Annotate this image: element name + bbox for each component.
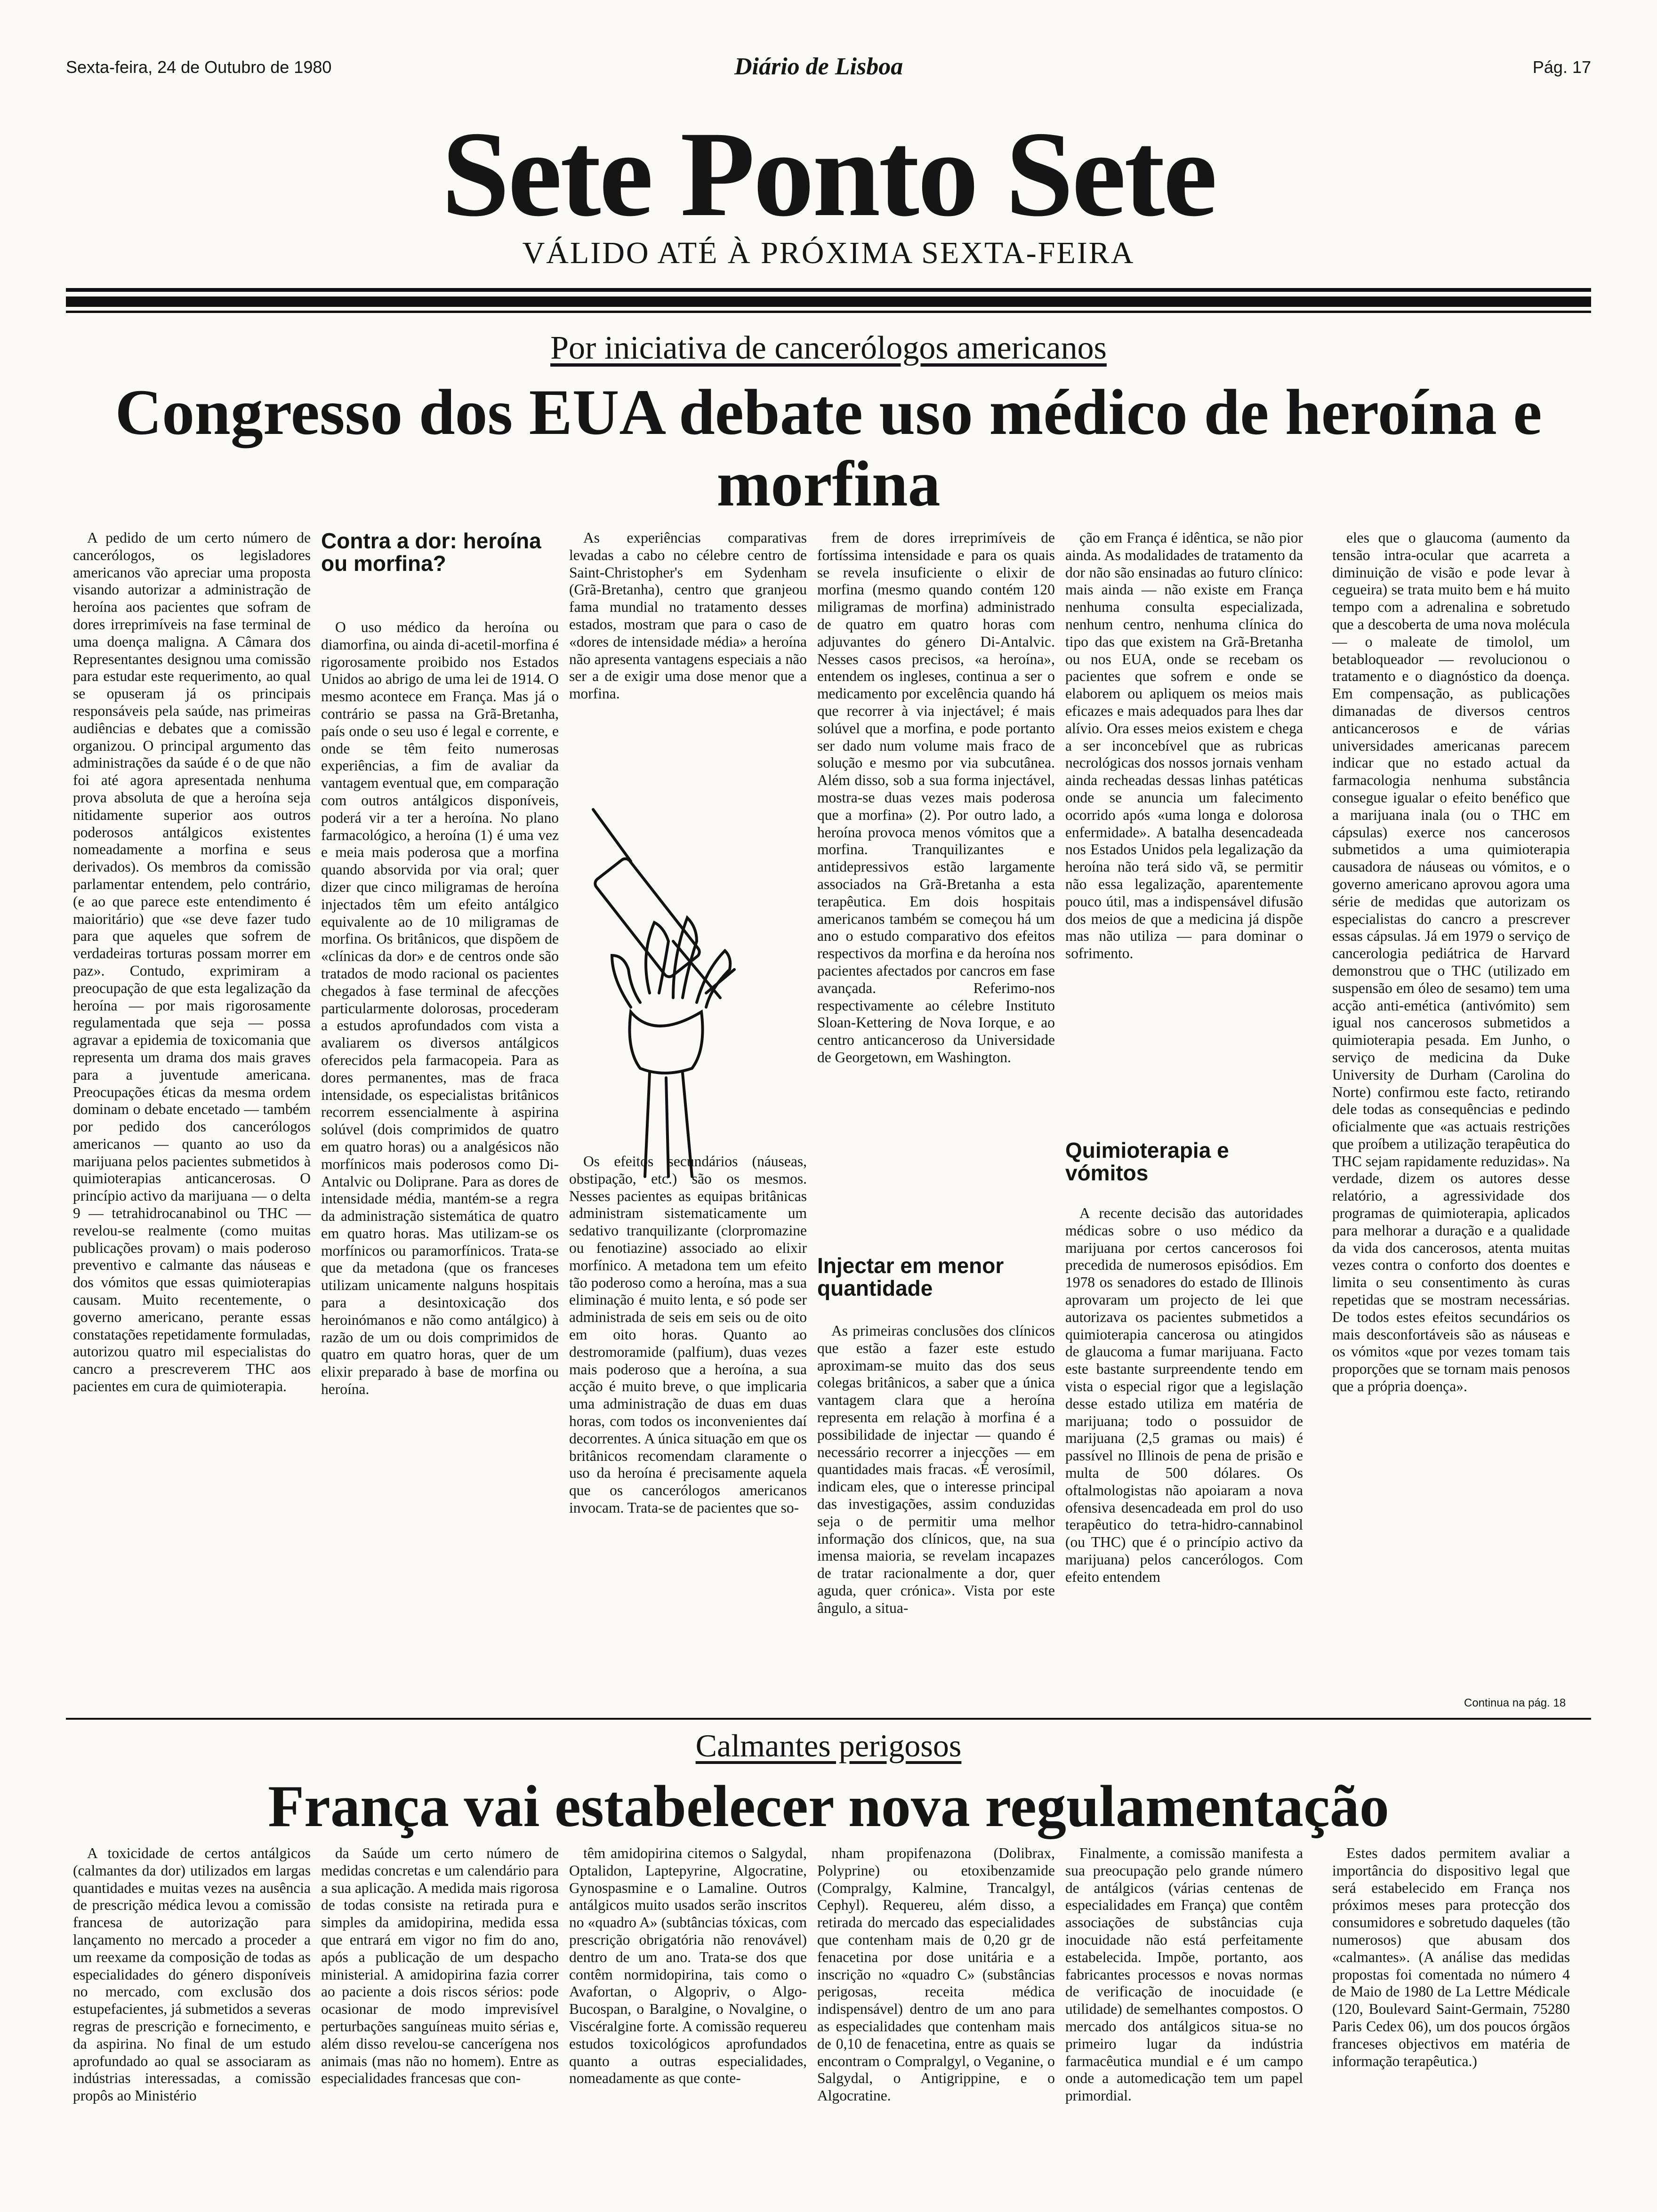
article-column-1 (73, 529, 311, 1395)
article2-column-2 (321, 1845, 559, 2087)
column-subhead: Contra a dor: heroína ou morfina? (321, 529, 541, 576)
article-column-2 (321, 619, 559, 1398)
column-text: ção em França é idêntica, se não pior ainda. As modalidades de tratamento da dor não são ensinadas ao futuro clínico: mais ainda — não existe em França nenhuma consulta especializada, nenhum centro, nenhuma clínica do tipo das que existem na Grã-Bretanha ou nos EUA, onde se recebam os pacientes que sofrem e onde se elaborem ou apliquem os meios mais eficazes e mais adequados para lhes dar alívio. Ora esses meios existem e chega a ser inconcebível que as rubricas necrológicas dos nossos jornais venham ainda recheadas dessas linhas patéticas onde se anuncia um falecimento ocorrido após «uma longa e dolorosa enfermidade». A batalha desencadeada nos Estados Unidos pela legalização da heroína não terá sido vã, se permitir não essa legalização, aparentemente pouco útil, mas a indispensável difusão dos meios de que a medicina já dispõe mas não utiliza — para dominar o sofrimento. (1065, 529, 1303, 962)
column-text: têm amidopirina citemos o Salgydal, Optalidon, Laptepyrine, Algocratine, Gynospasmine e o Lamaline. Outros antálgicos muito usados serão inscritos no «quadro A» (subtâncias tóxicas, com prescrição obrigatória não renovável) dentro de um ano. Trata-se dos que contêm normidopirina, tais como o Avafortan, o Algopriv, o Algo-Bucospan, o Baralgine, o Novalgine, o Viscéralgine forte. A comissão requereu estudos toxicológicos aprofundados quanto a outras especialidades, nomeadamente as que conte- (569, 1845, 807, 2087)
column-text: O uso médico da heroína ou diamorfina, ou ainda di-acetil-morfina é rigorosamente proibido nos Estados Unidos ao abrigo de uma lei de 1914. O mesmo acontece em França. Mas já o contrário se passa na Grã-Bretanha, país onde o seu uso é legal e corrente, e onde se têm feito numerosas experiências, a fim de avaliar da vantagem eventual que, em comparação com outros antálgicos disponíveis, poderá vir a ter a heroína. No plano farmacológico, a heroína (1) é uma vez e meia mais poderosa que a morfina quando absorvida por via oral; quer dizer que cinco miligramas de heroína injectados têm um efeito antálgico equivalente ao de 10 miligramas de morfina. Os britânicos, que dispõem de «clínicas da dor» e de centros onde são tratados de modo racional os pacientes chegados à fase terminal de afecções particularmente dolorosas, procederam a estudos aprofundados com vista a avaliarem os diversos antálgicos oferecidos pela farmacopeia. Para as dores permanentes, mas de fraca intensidade, os especialistas britânicos recorrem essencialmente à aspirina solúvel (dois comprimidos de quatro em quatro horas) ou a analgésicos não morfínicos mais poderosos como Di-Antalvic ou Doliprane. Para as dores de intensidade média, mantém-se a regra da administração sistemática de quatro em quatro horas. Mas utilizam-se os morfínicos ou paramorfínicos. Trata-se que da metadona (que os franceses utilizam unicamente nalguns hospitais para a desintoxicação dos heroinómanos e não como antálgico) à razão de um ou dois comprimidos de quatro em quatro horas, quer de um elixir preparado à base de morfina ou heroína. (321, 619, 559, 1398)
article-kicker: Por iniciativa de cancerólogos americanos (550, 330, 1107, 366)
article-kicker: Calmantes perigosos (695, 1728, 962, 1763)
article-column-5b (1065, 1205, 1303, 1586)
divider-rule (66, 1718, 1591, 1720)
column-text: frem de dores irreprimíveis de fortíssima intensidade e para os quais se revela insuficiente o elixir de morfina (mesmo quando contém 120 miligramas de morfina) administrado de quatro em quatro horas com adjuvantes do género Di-Antalvic. Nesses casos precisos, «a heroína», entendem os ingleses, continua a ser o medicamento por excelência quando há que recorrer à via injectável; é mais solúvel que a morfina, e pode portanto ser dado num volume mais fraco de solução e mesmo por via subcutânea. Além disso, sob a sua forma injectável, mostra-se duas vezes mais poderosa que a morfina» (2). Por outro lado, a heroína provoca menos vómitos que a morfina. Tranquilizantes e antidepressivos estão largamente associados na Grã-Bretanha a esta terapêutica. Em dois hospitais americanos também se começou há um ano o estudo comparativo dos efeitos respectivos da morfina e da heroína nos pacientes afectados por cancros em fase avançada. Referimo-nos respectivamente ao célebre Instituto Sloan-Kettering de Nova Iorque, e ao centro anticanceroso da Universidade de Georgetown, em Washington. (817, 529, 1055, 1066)
section-subtitle: VÁLIDO ATÉ À PRÓXIMA SEXTA-FEIRA (522, 236, 1135, 270)
continuation-note: Continua na pág. 18 (1464, 1697, 1566, 1709)
divider-rule (66, 288, 1591, 292)
article-column-3-top (569, 529, 807, 703)
article2-column-5 (1065, 1845, 1303, 2105)
needle-icon (593, 809, 631, 861)
divider-rule (66, 311, 1591, 313)
page-number: Pág. 17 (1532, 57, 1591, 77)
column-text: As primeiras conclusões dos clínicos que estão a fazer este estudo aproximam-se muito das dos seus colegas britânicos, a saber que a única vantagem clara que a heroína representa em relação à morfina é a possibilidade de injectar — quando é necessário recorrer a injecções — em quantidades mais fracas. «É verosímil, indicam eles, que o interesse principal das investigações, assim conduzidas seja o de permitir uma melhor informação dos clínicos, que, na sua imensa maioria, se revelam incapazes de tratar racionalmente a dor, quer aguda, quer crónica». Vista por este ângulo, a situa- (817, 1322, 1055, 1616)
skeleton-hand-syringe-illustration (579, 791, 767, 1186)
article-headline: França vai estabelecer nova regulamentação (268, 1774, 1389, 1839)
column-text: Estes dados permitem avaliar a importância do dispositivo legal que será estabelecido em França nos próximos meses para protecção dos consumidores e sobretudo daqueles (tão numerosos) que abusam dos «calmantes». (A análise das medidas propostas foi comentada no número 4 de Maio de 1980 de La Lettre Médicale (120, Boulevard Saint-Germain, 75280 Paris Cedex 06), um dos poucos órgãos franceses objectivos em matéria de informação terapêutica.) (1332, 1845, 1570, 2069)
issue-date: Sexta-feira, 24 de Outubro de 1980 (66, 57, 332, 77)
column-subhead: Quimioterapia e vómitos (1065, 1138, 1229, 1185)
column-text: nham propifenazona (Dolibrax, Polyprine) ou etoxibenzamide (Compralgy, Kalmine, Trancalgyl, Cephyl). Requereu, além disso, a retirada do mercado das especialidades que contenham mais de 0,20 gr de fenacetina por dose unitária e a inscrição no «quadro C» (substâncias perigosas, receita médica indispensável) dentro de um ano para as especialidades que contenham mais de 0,10 de fenacetina, entre as quais se encontram o Compralgyl, o Veganine, o Salgydal, o Antigrippine, e o Algocratine. (817, 1845, 1055, 2104)
divider-rule-thick (66, 297, 1591, 307)
article-column-4 (817, 529, 1055, 1066)
column-text: As experiências comparativas levadas a cabo no célebre centro de Saint-Christopher's em Sydenham (Grã-Bretanha), centro que granjeou fama mundial no tratamento desses estados, mostram que para o caso de «dores de intensidade média» a heroína não apresenta vantagens especiais a não ser a de exigir uma dose menor que a morfina. (569, 529, 807, 702)
page-header (66, 53, 1591, 86)
column-text: da Saúde um certo número de medidas concretas e um calendário para a sua aplicação. A medida mais rigorosa de todas consiste na retirada pura e simples da amidopirina, medida essa que entrará em vigor no fim do ano, após a publicação de um despacho ministerial. A amidopirina fazia correr ao paciente a dois riscos sérios: pode ocasionar de modo imprevisível perturbações sanguíneas muito sérias e, além disso revelou-se cancerígena nos animais (mas não no homem). Entre as especialidades francesas que con- (321, 1845, 559, 2087)
column-subhead: Injectar em menor quantidade (817, 1253, 1004, 1300)
article2-column-6 (1332, 1845, 1570, 2070)
article2-column-1 (73, 1845, 311, 2105)
publication-name: Diário de Lisboa (734, 53, 903, 80)
article-column-3-bottom (569, 1153, 807, 1517)
article2-column-3 (569, 1845, 807, 2087)
column-text: Finalmente, a comissão manifesta a sua preocupação pelo grande número de antálgicos (várias centenas de especialidades em França) que contêm associações de substâncias cuja inocuidade não está perfeitamente estabelecida. Impõe, portanto, aos fabricantes processos e novas normas de verificação de inocuidade (e utilidade) de semelhantes compostos. O mercado dos antálgicos situa-se no primeiro lugar da indústria farmacêutica mundial e é um campo onde a automedicação tem um papel primordial. (1065, 1845, 1303, 2104)
column-text: A pedido de um certo número de cancerólogos, os legisladores americanos vão apreciar uma proposta visando autorizar a administração de heroína aos pacientes que sofram de dores irreprimíveis na fase terminal de uma doença maligna. A Câmara dos Representantes designou uma comissão para estudar este requerimento, ao qual se opuseram já os principais responsáveis pela saúde, nas primeiras audiências e debates que a comissão organizou. O principal argumento das administrações da saúde é o de que não foi até agora apresentada nenhuma prova absoluta de que a heroína seja nitidamente superior aos outros poderosos antálgicos existentes nomeadamente a morfina e seus derivados). Os membros da comissão parlamentar entendem, pelo contrário, (e ao que parece este entendimento é maioritário) que «se deve fazer tudo para que aqueles que sofrem de verdadeiras torturas possam morrer em paz». Contudo, exprimiram a preocupação de que esta legalização da heroína — por mais rigorosamente regulamentada que seja — possa agravar a epidemia de toxicomania que representa um drama dos mais graves para a juventude americana. Preocupações éticas da mesma ordem dominam o debate encetado — também por pedido dos cancerólogos americanos — quanto ao uso da marijuana pelos pacientes submetidos à quimioterapias anticancerosas. O princípio activo da marijuana — o delta 9 — tetrahidrocanabinol ou THC — revelou-se realmente (como muitas publicações provam) o mais poderoso preventivo e calmante das náuseas e dos vómitos que essas quimioterapias causam. Muito recentemente, o governo americano, perante essas constatações repetidamente formuladas, autorizou quatro mil especialistas do cancro a prescreverem THC aos pacientes em cura de quimioterapia. (73, 529, 311, 1395)
column-text: eles que o glaucoma (aumento da tensão intra-ocular que acarreta a diminuição de visão e pode levar à cegueira) se trata muito bem e há muito tempo com a adrenalina e sobretudo que a descoberta de uma nova molécula — o maleate de timolol, um betabloqueador — revolucionou o tratamento e o diagnóstico da doença. Em compensação, as publicações dimanadas de diversos centros anticancerosos e de várias universidades americanas parecem indicar que no estado actual da farmacologia nenhuma substância consegue igualar o efeito benéfico que a marijuana inala (ou o THC em cápsulas) exerce nos cancerosos submetidos a uma quimioterapia causadora de náuseas ou vómitos, e o governo americano aprovou agora uma série de medidas que autorizam os especialistas do cancro a prescrever essas cápsulas. Já em 1979 o serviço de cancerologia pediátrica de Harvard demonstrou que o THC (utilizado em suspensão em óleo de sesamo) tem uma acção anti-emética (antivómito) sem igual nos cancerosos submetidos a quimioterapia pesada. Em Junho, o serviço de medicina da Duke University de Durham (Carolina do Norte) confirmou este facto, retirando dele todas as consequências e pedindo oficialmente que «as actuais restrições que proíbem a utilização terapêutica do THC sejam rapidamente reduzidas». Na verdade, dizem os autores desse relatório, a agressividade dos programas de quimioterapia, aplicados para melhorar a duração e a qualidade da vida dos cancerosos, atenta muitas vezes contra o conforto dos doentes e limita o seu consentimento às curas repetidas que se mostram necessárias. De todos estes efeitos secundários os mais desconfortáveis são as náuseas e os vómitos «que por vezes tomam tais proporções que se tornam mais penosos que a própria doença». (1332, 529, 1570, 1395)
article-column-4b (817, 1322, 1055, 1617)
article2-column-4 (817, 1845, 1055, 2105)
article-headline: Congresso dos EUA debate uso médico de heroína e morfina (115, 376, 1542, 520)
section-title: Sete Ponto Sete (442, 106, 1215, 242)
column-text: Os efeitos secundários (náuseas, obstipação, etc.) são os mesmos. Nesses pacientes as equipas britânicas administram sistematicamente um sedativo tranquilizante (clorpromazine ou fenotiazine) associado ao elixir morfínico. A metadona tem um efeito tão poderoso como a heroína, mas a sua eliminação é muito lenta, e só pode ser administrada de seis em seis ou de oito em oito horas. Quanto ao destromoramide (palfium), duas vezes mais poderoso que a heroína, a sua acção é muito breve, o que implicaria uma administração de duas em duas horas, com todos os inconvenientes daí decorrentes. A única situação em que os britânicos recomendam claramente o uso da heroína é precisamente aquela que os cancerólogos americanos invocam. Trata-se de pacientes que so- (569, 1153, 807, 1516)
article-column-6 (1332, 529, 1570, 1395)
article-column-5 (1065, 529, 1303, 962)
column-text: A recente decisão das autoridades médicas sobre o uso médico da marijuana por certos cancerosos foi precedida de numerosos episódios. Em 1978 os senadores do estado de Illinois aprovaram um projecto de lei que autorizava os pacientes submetidos a quimioterapia cancerosa ou atingidos de glaucoma a fumar marijuana. Facto este bastante surpreendente tendo em vista o especial rigor que a legislação desse estado utiliza em matéria de marijuana; todo o possuidor de marijuana (2,5 gramas ou mais) é passível no Illinois de pena de prisão e multa de 500 dólares. Os oftalmologistas não apoiaram a nova ofensiva desencadeada em prol do uso terapêutico do tetra-hidro-cannabinol (ou THC) que é o princípio activo da marijuana) pelos cancerólogos. Com efeito entendem (1065, 1205, 1303, 1585)
column-text: A toxicidade de certos antálgicos (calmantes da dor) utilizados em largas quantidades e muitas vezes na ausência de prescrição médica levou a comissão francesa de autorização para lançamento no mercado a proceder a um reexame da composição de todas as especialidades do género disponíveis no mercado, com exclusão dos estupefacientes, já submetidos a severas regras de prescrição e fornecimento, e da aspirina. No final de um estudo aprofundado ao qual se associaram as indústrias interessadas, a comissão propôs ao Ministério (73, 1845, 311, 2104)
